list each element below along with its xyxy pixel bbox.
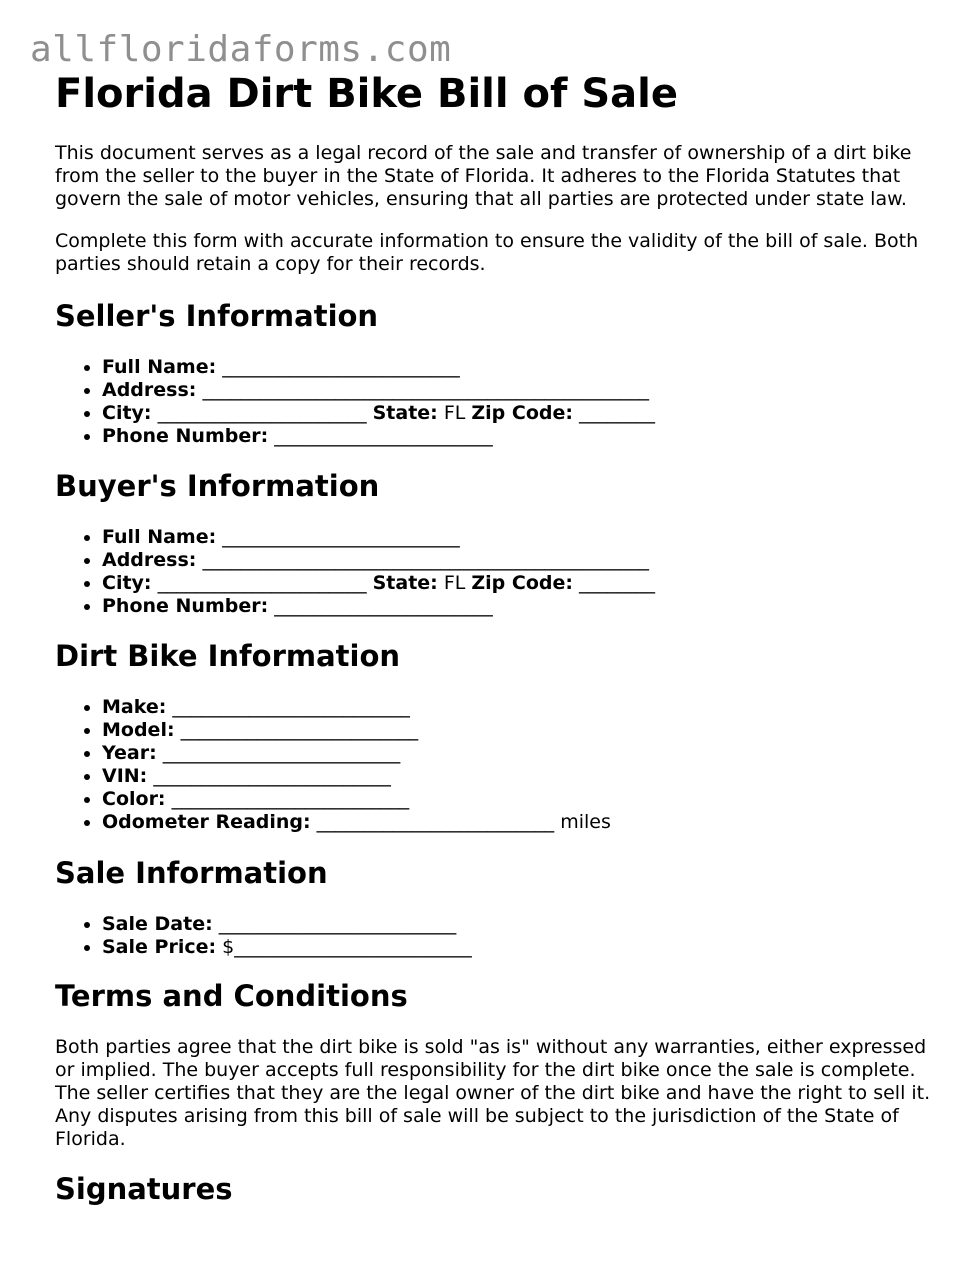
seller-full-name-blank[interactable]: _________________________ [222,356,460,378]
seller-fields [55,356,935,448]
buyer-state-value: FL [443,572,466,594]
sale-fields [55,913,935,959]
buyer-zip-label: Zip Code: [471,572,573,594]
bike-model-field[interactable] [102,719,935,742]
buyer-city-blank[interactable]: ______________________ [157,572,367,594]
seller-city-label: City: [102,402,152,424]
buyer-heading: Buyer's Information [55,469,380,503]
buyer-phone-label: Phone Number: [102,595,269,617]
sale-price-label: Sale Price: [102,936,217,958]
bike-make-label: Make: [102,696,167,718]
buyer-full-name-label: Full Name: [102,526,217,548]
sale-price-field[interactable] [102,936,935,959]
seller-full-name-label: Full Name: [102,356,217,378]
seller-address-label: Address: [102,379,197,401]
seller-address-blank[interactable]: _______________________________________________ [202,379,649,401]
seller-city-blank[interactable]: ______________________ [157,402,367,424]
seller-phone-label: Phone Number: [102,425,269,447]
bike-year-field[interactable] [102,742,935,765]
intro-paragraph-1: This document serves as a legal record of the sale and transfer of ownership of a dirt bike from the seller to the buyer in the State of Florida. It adheres to the Florida Statutes that govern the sale of motor vehicles, ensuring that all parties are protected under state law. [55,142,912,210]
terms-paragraph: Both parties agree that the dirt bike is sold "as is" without any warranties, either expressed or implied. The buyer accepts full responsibility for the dirt bike once the sale is complete. The seller certifies that they are the legal owner of the dirt bike and have the right to sell it. Any disputes arising from this bill of sale will be subject to the jurisdiction of the State of Florida. [55,1036,931,1150]
bike-vin-blank[interactable]: _________________________ [153,765,391,787]
bike-model-blank[interactable]: _________________________ [180,719,419,741]
buyer-phone-blank[interactable]: _______________________ [274,595,493,617]
bike-year-label: Year: [102,742,157,764]
sale-date-field[interactable] [102,913,935,936]
bike-color-field[interactable] [102,788,935,811]
watermark: allfloridaforms.com [30,29,452,70]
buyer-fields [55,526,935,618]
sale-date-label: Sale Date: [102,913,213,935]
bike-vin-field[interactable] [102,765,935,788]
bike-odometer-unit: miles [560,811,611,833]
bike-vin-label: VIN: [102,765,148,787]
seller-heading: Seller's Information [55,299,379,333]
bike-heading: Dirt Bike Information [55,639,401,673]
seller-zip-blank[interactable]: ________ [579,402,656,424]
buyer-address-blank[interactable]: _______________________________________________ [202,549,649,571]
buyer-state-label: State: [372,572,438,594]
bike-color-label: Color: [102,788,166,810]
bike-odometer-field[interactable] [102,811,935,834]
sale-heading: Sale Information [55,856,328,890]
intro-paragraph-2: Complete this form with accurate information to ensure the validity of the bill of sale. Both parties should retain a copy for their records. [55,230,919,275]
seller-zip-label: Zip Code: [471,402,573,424]
buyer-address-field[interactable] [102,549,935,572]
signatures-heading: Signatures [55,1172,233,1206]
bike-color-blank[interactable]: _________________________ [171,788,410,810]
seller-state-label: State: [372,402,438,424]
terms-heading: Terms and Conditions [55,979,408,1013]
seller-city-state-zip-field[interactable] [102,402,935,425]
sale-date-blank[interactable]: _________________________ [218,913,457,935]
document-page [55,70,935,1207]
buyer-address-label: Address: [102,549,197,571]
bike-fields [55,696,935,834]
buyer-full-name-field[interactable] [102,526,935,549]
bike-odometer-blank[interactable]: _________________________ [316,811,555,833]
buyer-full-name-blank[interactable]: _________________________ [222,526,460,548]
seller-state-value: FL [443,402,466,424]
buyer-city-label: City: [102,572,152,594]
bike-year-blank[interactable]: _________________________ [162,742,401,764]
bike-make-field[interactable] [102,696,935,719]
page-title: Florida Dirt Bike Bill of Sale [55,71,678,117]
bike-make-blank[interactable]: _________________________ [172,696,410,718]
seller-address-field[interactable] [102,379,935,402]
bike-model-label: Model: [102,719,175,741]
seller-phone-field[interactable] [102,425,935,448]
buyer-city-state-zip-field[interactable] [102,572,935,595]
bike-odometer-label: Odometer Reading: [102,811,311,833]
seller-phone-blank[interactable]: _______________________ [274,425,493,447]
buyer-phone-field[interactable] [102,595,935,618]
seller-full-name-field[interactable] [102,356,935,379]
sale-price-blank[interactable]: $_________________________ [222,936,472,958]
buyer-zip-blank[interactable]: ________ [579,572,656,594]
